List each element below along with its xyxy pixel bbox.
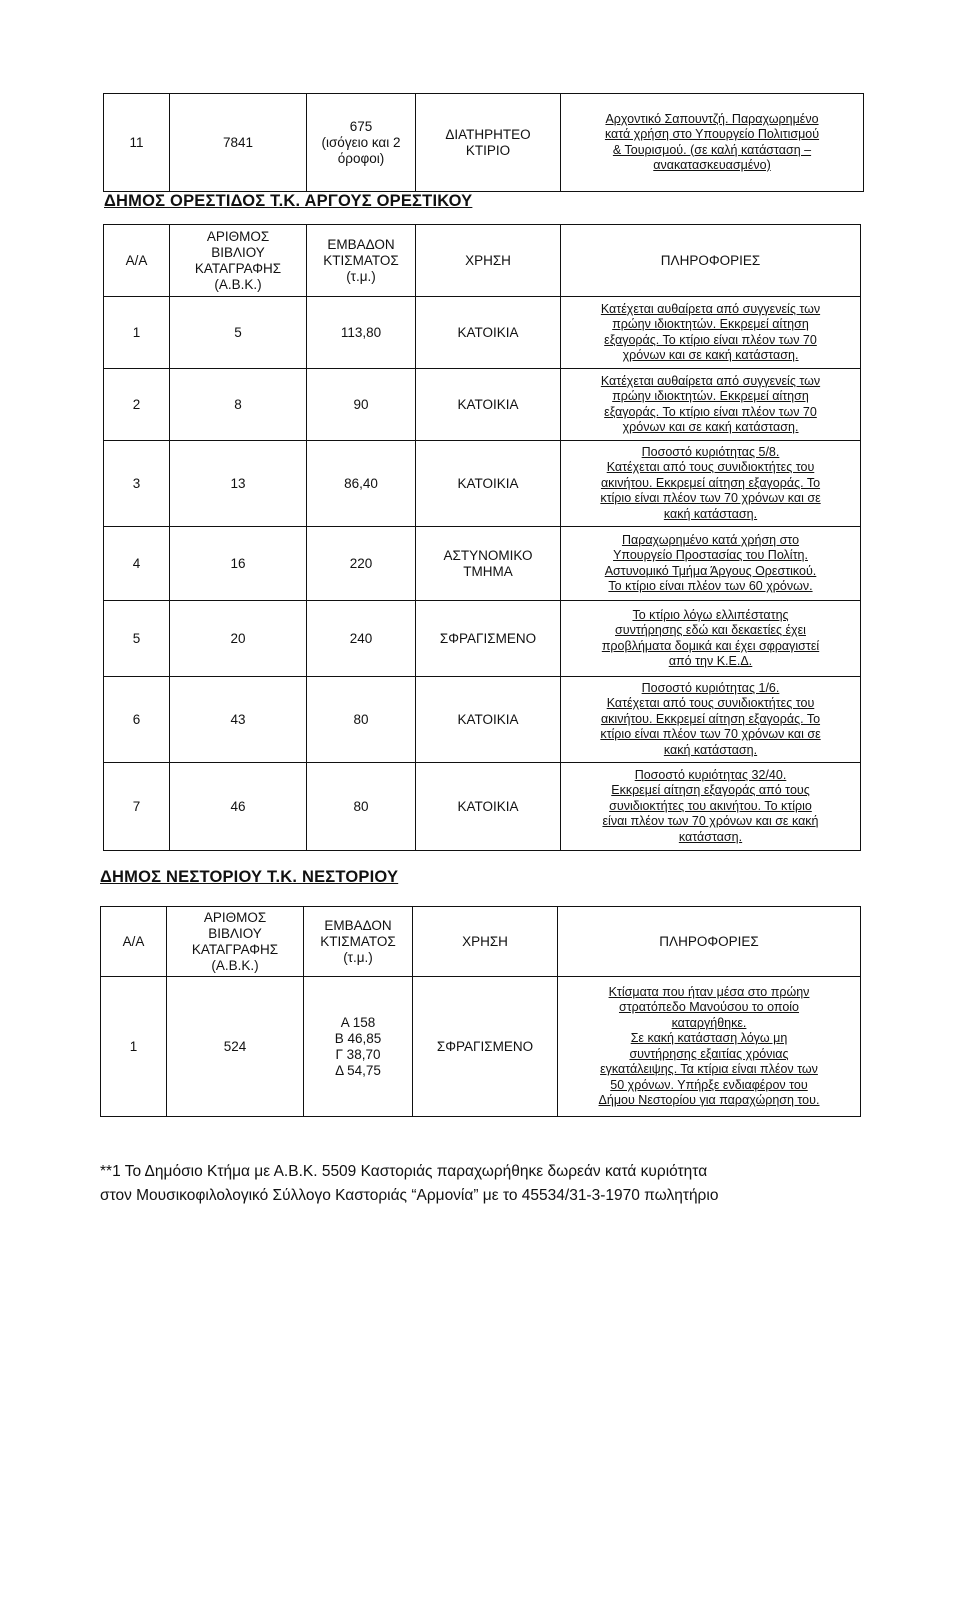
abk-cell: 8 (170, 369, 307, 441)
header-info: ΠΛΗΡΟΦΟΡΙΕΣ (561, 225, 861, 297)
use-cell (416, 94, 561, 192)
use-cell: ΚΑΤΟΙΚΙΑ (416, 297, 561, 369)
header-line: ΒΙΒΛΙΟΥ (211, 244, 265, 260)
table-row (104, 94, 864, 192)
aa-cell: 1 (101, 977, 167, 1117)
aa-cell: 6 (104, 677, 170, 763)
use-line: ΑΣΤΥΝΟΜΙΚΟ (443, 547, 533, 563)
header-line: ΚΑΤΑΓΡΑΦΗΣ (194, 260, 282, 276)
info-line: Σε κακή κατάσταση λόγω μη (630, 1031, 788, 1045)
info-line: πρώην ιδιοκτητών. Εκκρεμεί αίτηση (612, 317, 809, 331)
properties-table (103, 224, 861, 851)
top-table (103, 93, 864, 192)
info-line (563, 654, 858, 670)
info-line: πρώην ιδιοκτητών. Εκκρεμεί αίτηση (612, 389, 809, 403)
area-cell: 80 (307, 763, 416, 851)
info-line (563, 830, 858, 846)
info-line: συντήρησης εξαιτίας χρόνιας (629, 1046, 789, 1061)
use-line: ΤΜΗΜΑ (463, 563, 513, 579)
use-cell: ΚΑΤΟΙΚΙΑ (416, 677, 561, 763)
info-cell (561, 677, 861, 763)
use-cell: ΚΑΤΟΙΚΙΑ (416, 441, 561, 527)
info-line: εγκατάλειψης. Τα κτίρια είναι πλέον των (600, 1062, 818, 1076)
area-cell (307, 94, 416, 192)
area-cell: 113,80 (307, 297, 416, 369)
header-line: (τ.μ.) (346, 268, 376, 284)
use-cell (416, 527, 561, 601)
info-cell (558, 977, 861, 1117)
header-line: (Α.Β.Κ.) (211, 957, 259, 973)
abk-cell: 13 (170, 441, 307, 527)
info-underlined: από την Κ.Ε.Δ. (668, 654, 753, 668)
info-line: συνιδιοκτήτες του ακινήτου. Το κτίριο (609, 798, 812, 813)
info-line: Υπουργείο Προστασίας του Πολίτη. (613, 548, 808, 562)
header-line: ΚΑΤΑΓΡΑΦΗΣ (191, 941, 279, 957)
table-row (104, 297, 861, 369)
info-cell (561, 297, 861, 369)
info-line: κτίριο είναι πλέον των 70 χρόνων και σε (600, 727, 821, 742)
info-cell (561, 441, 861, 527)
use-line: ΚΤΙΡΙΟ (465, 142, 511, 158)
header-aa: Α/Α (104, 225, 170, 297)
header-aa: Α/Α (101, 907, 167, 977)
aa-cell: 3 (104, 441, 170, 527)
header-area (307, 225, 416, 297)
info-line: Κτίσματα που ήταν μέσα στο πρώην (608, 984, 810, 999)
header-line: ΚΤΙΣΜΑΤΟΣ (323, 252, 399, 268)
area-cell: 80 (307, 677, 416, 763)
aa-cell: 7 (104, 763, 170, 851)
info-underlined: κατάσταση. (678, 829, 743, 844)
info-line (563, 348, 858, 364)
area-cell: 86,40 (307, 441, 416, 527)
area-line: Γ 38,70 (335, 1046, 381, 1062)
aa-cell: 4 (104, 527, 170, 601)
header-line: ΚΤΙΣΜΑΤΟΣ (320, 933, 396, 949)
info-line: Το κτίριο λόγω ελλιπέστατης (632, 607, 789, 622)
aa-cell: 11 (104, 94, 170, 192)
footnote (100, 1160, 870, 1208)
header-line: ΑΡΙΘΜΟΣ (203, 909, 267, 925)
info-line: Αστυνομικό Τμήμα Άργους Ορεστικού. (604, 563, 817, 578)
header-area (304, 907, 413, 977)
info-line: κτίριο είναι πλέον των 70 χρόνων και σε (600, 491, 821, 506)
info-line: συντήρησης εδώ και δεκαετίες έχει (615, 623, 806, 637)
aa-cell: 1 (104, 297, 170, 369)
footnote-line: στον Μουσικοφιλολογικό Σύλλογο Καστοριάς “Αρμονία” με το 45534/31-3-1970 πωλητήριο (100, 1187, 719, 1204)
info-underlined: χρόνων και σε κακή κατάσταση. (622, 420, 799, 434)
use-cell: ΣΦΡΑΓΙΣΜΕΝΟ (416, 601, 561, 677)
info-cell (561, 527, 861, 601)
info-line: Αρχοντικό Σαπουντζή. Παραχωρημένο (605, 111, 819, 126)
header-row (101, 907, 861, 977)
abk-cell: 43 (170, 677, 307, 763)
info-line (563, 420, 858, 436)
info-line (563, 743, 858, 759)
table-row (104, 369, 861, 441)
abk-cell: 16 (170, 527, 307, 601)
info-line: στρατόπεδο Μανούσου το οποίο (618, 1000, 800, 1014)
section-title: ΔΗΜΟΣ ΟΡΕΣΤΙΔΟΣ Τ.Κ. ΑΡΓΟΥΣ ΟΡΕΣΤΙΚΟΥ (104, 192, 473, 210)
table-row (104, 763, 861, 851)
info-line: Παραχωρημένο κατά χρήση στο (621, 532, 800, 547)
info-line: εξαγοράς. Το κτίριο είναι πλέον των 70 (604, 404, 817, 419)
table-row (104, 441, 861, 527)
info-line: Κατέχεται από τους συνιδιοκτήτες του (606, 696, 815, 711)
properties-table (100, 906, 861, 1117)
info-line: Κατέχεται αυθαίρετα από συγγενείς των (600, 373, 821, 388)
header-line: ΕΜΒΑΔΟΝ (327, 236, 395, 252)
info-line: κατά χρήση στο Υπουργείο Πολιτισμού (604, 127, 820, 141)
use-cell: ΚΑΤΟΙΚΙΑ (416, 369, 561, 441)
info-line: Κατέχεται αυθαίρετα από συγγενείς των (600, 301, 821, 316)
info-line: προβλήματα δομικά και έχει σφραγιστεί (601, 638, 820, 653)
table-row (104, 677, 861, 763)
info-line (563, 507, 858, 523)
use-cell: ΚΑΤΟΙΚΙΑ (416, 763, 561, 851)
abk-cell: 5 (170, 297, 307, 369)
area-cell: 90 (307, 369, 416, 441)
area-cell: 240 (307, 601, 416, 677)
area-line: (ισόγειο και 2 (321, 134, 401, 150)
info-line: είναι πλέον των 70 χρόνων και σε κακή (602, 814, 819, 829)
header-use: ΧΡΗΣΗ (416, 225, 561, 297)
header-abk (170, 225, 307, 297)
area-line: Α 158 (340, 1014, 376, 1030)
info-line: ακινήτου. Εκκρεμεί αίτηση εξαγοράς. Το (600, 711, 821, 726)
info-line: καταργήθηκε. (671, 1015, 747, 1030)
info-underlined: κακή κατάσταση. (663, 506, 758, 521)
abk-cell: 46 (170, 763, 307, 851)
info-line: Ποσοστό κυριότητας 32/40. (634, 767, 787, 782)
abk-cell: 7841 (170, 94, 307, 192)
info-line: Το κτίριο είναι πλέον των 60 χρόνων. (608, 579, 813, 593)
info-line: εξαγοράς. Το κτίριο είναι πλέον των 70 (604, 332, 817, 347)
header-line: ΒΙΒΛΙΟΥ (208, 925, 262, 941)
table-row (104, 527, 861, 601)
footnote-line: **1 Το Δημόσιο Κτήμα με Α.Β.Κ. 5509 Καστοριάς παραχωρήθηκε δωρεάν κατά κυριότητα (100, 1163, 708, 1180)
area-line: Δ 54,75 (335, 1062, 381, 1078)
info-line: & Τουρισμού. (σε καλή κατάσταση – (612, 142, 812, 157)
info-line: Ποσοστό κυριότητας 1/6. (641, 680, 780, 695)
abk-cell: 20 (170, 601, 307, 677)
info-underlined: Δήμου Νεστορίου για παραχώρηση του. (598, 1093, 820, 1107)
header-line: ΑΡΙΘΜΟΣ (206, 228, 270, 244)
info-line: ακινήτου. Εκκρεμεί αίτηση εξαγοράς. Το (600, 475, 821, 490)
section-title: ΔΗΜΟΣ ΝΕΣΤΟΡΙΟΥ Τ.Κ. ΝΕΣΤΟΡΙΟΥ (100, 868, 399, 886)
use-line: ΔΙΑΤΗΡΗΤΕΟ (445, 126, 531, 142)
info-cell (561, 601, 861, 677)
header-line: (τ.μ.) (343, 949, 373, 965)
table-row (101, 977, 861, 1117)
info-cell (561, 763, 861, 851)
area-line: Β 46,85 (334, 1030, 382, 1046)
header-line: (Α.Β.Κ.) (214, 276, 262, 292)
header-info: ΠΛΗΡΟΦΟΡΙΕΣ (558, 907, 861, 977)
aa-cell: 2 (104, 369, 170, 441)
header-row (104, 225, 861, 297)
abk-cell: 524 (167, 977, 304, 1117)
info-underlined: χρόνων και σε κακή κατάσταση. (622, 348, 799, 362)
aa-cell: 5 (104, 601, 170, 677)
info-line: Κατέχεται από τους συνιδιοκτήτες του (606, 460, 815, 475)
info-line (560, 1093, 858, 1109)
header-abk (167, 907, 304, 977)
info-line: ανακατασκευασμένο) (653, 158, 771, 172)
use-cell: ΣΦΡΑΓΙΣΜΕΝΟ (413, 977, 558, 1117)
info-cell (561, 369, 861, 441)
area-line: όροφοι) (337, 150, 385, 166)
header-use: ΧΡΗΣΗ (413, 907, 558, 977)
header-line: ΕΜΒΑΔΟΝ (324, 917, 392, 933)
area-cell: 220 (307, 527, 416, 601)
table-row (104, 601, 861, 677)
info-line: Εκκρεμεί αίτηση εξαγοράς από τους (611, 783, 810, 798)
area-cell (304, 977, 413, 1117)
area-line: 675 (349, 118, 373, 134)
info-cell (561, 94, 864, 192)
info-underlined: κακή κατάσταση. (663, 742, 758, 757)
info-line: Ποσοστό κυριότητας 5/8. (641, 444, 780, 459)
info-line: 50 χρόνων. Υπήρξε ενδιαφέρον του (610, 1077, 808, 1092)
